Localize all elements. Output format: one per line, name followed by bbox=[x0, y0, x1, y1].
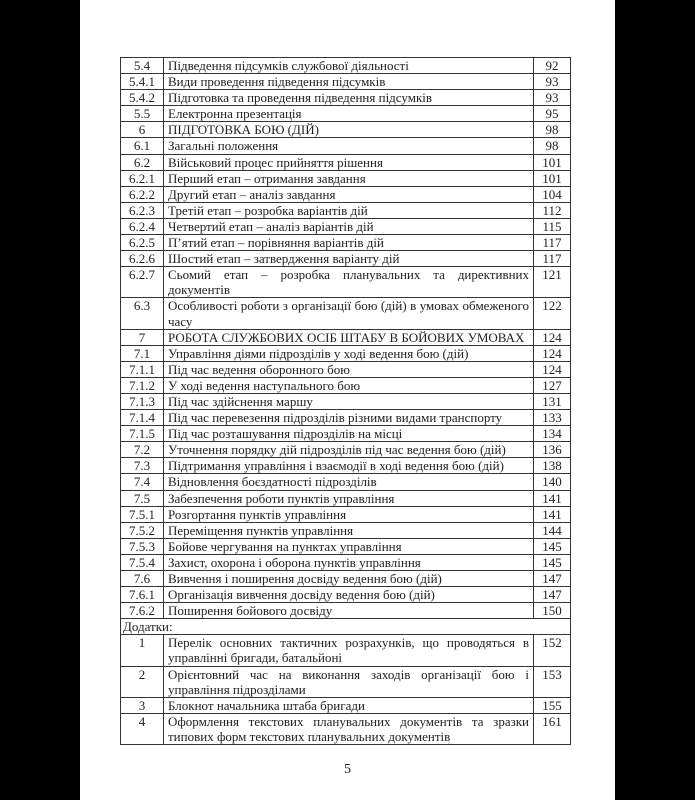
section-title: Перший етап – отримання завдання bbox=[164, 170, 534, 186]
toc-row bbox=[121, 571, 571, 587]
section-number: 6.2.5 bbox=[121, 235, 164, 251]
section-number: 6.2.1 bbox=[121, 170, 164, 186]
section-number: 7.6.2 bbox=[121, 603, 164, 619]
section-title: П’ятий етап – порівняння варіантів дій bbox=[164, 235, 534, 251]
toc-row bbox=[121, 329, 571, 345]
toc-row bbox=[121, 186, 571, 202]
page-ref: 147 bbox=[534, 571, 571, 587]
section-title: Відновлення боєздатності підрозділів bbox=[164, 474, 534, 490]
section-number: 7.4 bbox=[121, 474, 164, 490]
section-number: 6 bbox=[121, 122, 164, 138]
section-number: 7.6 bbox=[121, 571, 164, 587]
section-title: У ході ведення наступального бою bbox=[164, 377, 534, 393]
page-ref: 131 bbox=[534, 393, 571, 409]
section-number: 7.5 bbox=[121, 490, 164, 506]
toc-row bbox=[121, 58, 571, 74]
section-number: 4 bbox=[121, 713, 164, 744]
section-number: 2 bbox=[121, 666, 164, 697]
section-title: Загальні положення bbox=[164, 138, 534, 154]
page-ref: 147 bbox=[534, 587, 571, 603]
toc-row bbox=[121, 554, 571, 570]
page-ref: 140 bbox=[534, 474, 571, 490]
section-title: Сьомий етап – розробка планувальних та директивних документів bbox=[164, 267, 534, 298]
page-ref: 95 bbox=[534, 106, 571, 122]
page-ref: 101 bbox=[534, 154, 571, 170]
section-number: 7.5.4 bbox=[121, 554, 164, 570]
section-title: Перелік основних тактичних розрахунків, що проводяться в управлінні бригади, батальйоні bbox=[164, 635, 534, 666]
toc-row bbox=[121, 202, 571, 218]
toc-row bbox=[121, 490, 571, 506]
toc-row bbox=[121, 298, 571, 329]
section-number: 6.2.3 bbox=[121, 202, 164, 218]
section-title: Третій етап – розробка варіантів дій bbox=[164, 202, 534, 218]
section-title: Поширення бойового досвіду bbox=[164, 603, 534, 619]
section-number: 7.1.1 bbox=[121, 361, 164, 377]
toc-row bbox=[121, 666, 571, 697]
toc-row bbox=[121, 122, 571, 138]
page-ref: 141 bbox=[534, 490, 571, 506]
page-ref: 136 bbox=[534, 442, 571, 458]
toc-row bbox=[121, 377, 571, 393]
toc-row bbox=[121, 410, 571, 426]
section-title: ПІДГОТОВКА БОЮ (ДІЙ) bbox=[164, 122, 534, 138]
page-ref: 153 bbox=[534, 666, 571, 697]
page-ref: 98 bbox=[534, 122, 571, 138]
page-ref: 104 bbox=[534, 186, 571, 202]
section-title: Особливості роботи з організації бою (дій) в умовах обмеженого часу bbox=[164, 298, 534, 329]
section-number: 7.5.3 bbox=[121, 538, 164, 554]
section-number: 5.4.2 bbox=[121, 90, 164, 106]
section-title: Види проведення підведення підсумків bbox=[164, 74, 534, 90]
page-ref: 134 bbox=[534, 426, 571, 442]
toc-row bbox=[121, 74, 571, 90]
section-number: 6.2.2 bbox=[121, 186, 164, 202]
appendix-header-row bbox=[121, 619, 571, 635]
section-number: 5.4 bbox=[121, 58, 164, 74]
page-ref: 117 bbox=[534, 251, 571, 267]
section-title: Підготовка та проведення підведення підсумків bbox=[164, 90, 534, 106]
toc-row bbox=[121, 474, 571, 490]
section-title: Під час здійснення маршу bbox=[164, 393, 534, 409]
section-number: 6.2 bbox=[121, 154, 164, 170]
page-ref: 124 bbox=[534, 361, 571, 377]
section-title: Шостий етап – затвердження варіанту дій bbox=[164, 251, 534, 267]
page-ref: 161 bbox=[534, 713, 571, 744]
toc-row bbox=[121, 506, 571, 522]
table-of-contents bbox=[120, 57, 571, 745]
toc-row bbox=[121, 458, 571, 474]
toc-row bbox=[121, 154, 571, 170]
section-number: 6.2.6 bbox=[121, 251, 164, 267]
section-number: 7.3 bbox=[121, 458, 164, 474]
section-number: 7.5.1 bbox=[121, 506, 164, 522]
page-ref: 93 bbox=[534, 74, 571, 90]
section-title: Бойове чергування на пунктах управління bbox=[164, 538, 534, 554]
toc-row bbox=[121, 361, 571, 377]
section-title: Організація вивчення досвіду ведення бою (дій) bbox=[164, 587, 534, 603]
page-ref: 152 bbox=[534, 635, 571, 666]
section-number: 7.1.5 bbox=[121, 426, 164, 442]
page-ref: 141 bbox=[534, 506, 571, 522]
section-number: 7.1.2 bbox=[121, 377, 164, 393]
toc-row bbox=[121, 393, 571, 409]
section-number: 5.4.1 bbox=[121, 74, 164, 90]
section-number: 7.2 bbox=[121, 442, 164, 458]
section-number: 7 bbox=[121, 329, 164, 345]
page-ref: 144 bbox=[534, 522, 571, 538]
page-ref: 122 bbox=[534, 298, 571, 329]
toc-row bbox=[121, 235, 571, 251]
section-title: Військовий процес прийняття рішення bbox=[164, 154, 534, 170]
section-title: Під час перевезення підрозділів різними видами транспорту bbox=[164, 410, 534, 426]
page-ref: 117 bbox=[534, 235, 571, 251]
toc-row bbox=[121, 426, 571, 442]
toc-row bbox=[121, 635, 571, 666]
page-ref: 115 bbox=[534, 218, 571, 234]
toc-row bbox=[121, 267, 571, 298]
section-title: Вивчення і поширення досвіду ведення бою (дій) bbox=[164, 571, 534, 587]
page-ref: 98 bbox=[534, 138, 571, 154]
appendix-label: Додатки: bbox=[121, 619, 571, 635]
toc-row bbox=[121, 603, 571, 619]
page-ref: 133 bbox=[534, 410, 571, 426]
section-title: Управління діями підрозділів у ході ведення бою (дій) bbox=[164, 345, 534, 361]
section-title: Розгортання пунктів управління bbox=[164, 506, 534, 522]
section-title: Під час розташування підрозділів на місці bbox=[164, 426, 534, 442]
page-ref: 155 bbox=[534, 697, 571, 713]
section-number: 1 bbox=[121, 635, 164, 666]
section-title: Підведення підсумків службової діяльності bbox=[164, 58, 534, 74]
page-ref: 101 bbox=[534, 170, 571, 186]
section-title: РОБОТА СЛУЖБОВИХ ОСІБ ШТАБУ В БОЙОВИХ УМОВАХ bbox=[164, 329, 534, 345]
document-page bbox=[80, 0, 615, 800]
section-number: 6.3 bbox=[121, 298, 164, 329]
section-title: Забезпечення роботи пунктів управління bbox=[164, 490, 534, 506]
section-number: 7.1.3 bbox=[121, 393, 164, 409]
section-number: 6.2.4 bbox=[121, 218, 164, 234]
section-title: Орієнтовний час на виконання заходів організації бою і управління підрозділами bbox=[164, 666, 534, 697]
page-ref: 145 bbox=[534, 538, 571, 554]
section-title: Електронна презентація bbox=[164, 106, 534, 122]
page-ref: 127 bbox=[534, 377, 571, 393]
section-number: 7.1 bbox=[121, 345, 164, 361]
toc-row bbox=[121, 522, 571, 538]
section-number: 6.2.7 bbox=[121, 267, 164, 298]
section-title: Захист, охорона і оборона пунктів управління bbox=[164, 554, 534, 570]
section-number: 5.5 bbox=[121, 106, 164, 122]
section-number: 6.1 bbox=[121, 138, 164, 154]
toc-row bbox=[121, 538, 571, 554]
section-title: Оформлення текстових планувальних документів та зразки типових форм текстових планувальних документів bbox=[164, 713, 534, 744]
page-ref: 150 bbox=[534, 603, 571, 619]
page-ref: 112 bbox=[534, 202, 571, 218]
toc-row bbox=[121, 138, 571, 154]
section-number: 3 bbox=[121, 697, 164, 713]
section-title: Уточнення порядку дій підрозділів під час ведення бою (дій) bbox=[164, 442, 534, 458]
page-ref: 121 bbox=[534, 267, 571, 298]
toc-row bbox=[121, 713, 571, 744]
section-title: Блокнот начальника штаба бригади bbox=[164, 697, 534, 713]
page-ref: 145 bbox=[534, 554, 571, 570]
toc-row bbox=[121, 170, 571, 186]
page-ref: 124 bbox=[534, 345, 571, 361]
section-title: Під час ведення оборонного бою bbox=[164, 361, 534, 377]
page-ref: 92 bbox=[534, 58, 571, 74]
page-number: 5 bbox=[344, 762, 351, 777]
toc-row bbox=[121, 345, 571, 361]
toc-row bbox=[121, 697, 571, 713]
section-number: 7.6.1 bbox=[121, 587, 164, 603]
section-title: Другий етап – аналіз завдання bbox=[164, 186, 534, 202]
section-title: Переміщення пунктів управління bbox=[164, 522, 534, 538]
section-number: 7.1.4 bbox=[121, 410, 164, 426]
toc-row bbox=[121, 218, 571, 234]
page-ref: 93 bbox=[534, 90, 571, 106]
section-title: Четвертий етап – аналіз варіантів дій bbox=[164, 218, 534, 234]
toc-row bbox=[121, 442, 571, 458]
page-ref: 138 bbox=[534, 458, 571, 474]
toc-row bbox=[121, 106, 571, 122]
toc-row bbox=[121, 90, 571, 106]
toc-row bbox=[121, 251, 571, 267]
section-number: 7.5.2 bbox=[121, 522, 164, 538]
section-title: Підтримання управління і взаємодії в ході ведення бою (дій) bbox=[164, 458, 534, 474]
page-ref: 124 bbox=[534, 329, 571, 345]
toc-row bbox=[121, 587, 571, 603]
